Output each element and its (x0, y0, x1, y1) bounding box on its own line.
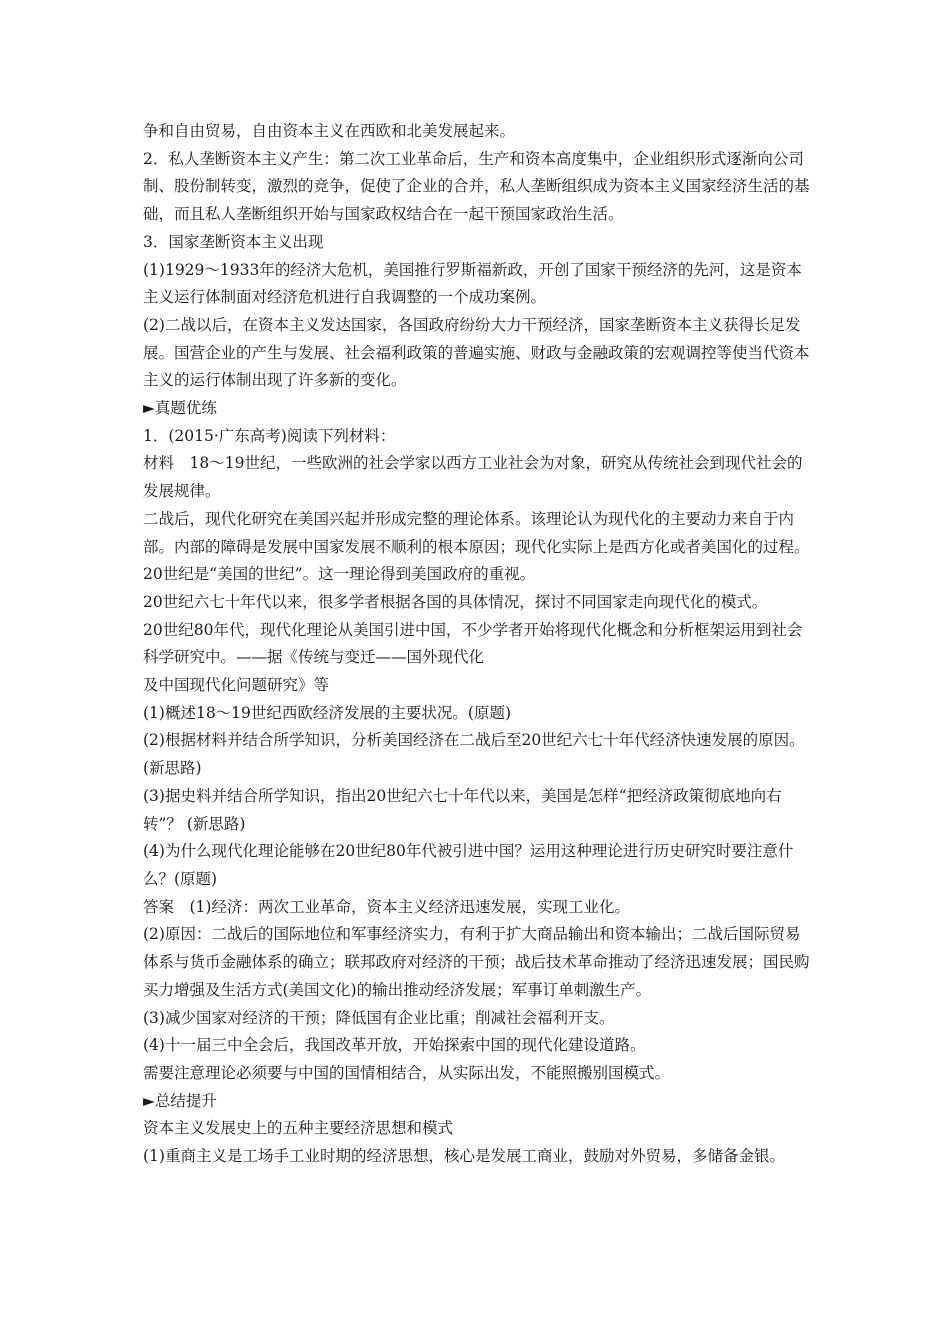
question-item: (4)为什么现代化理论能够在20世纪80年代被引进中国？运用这种理论进行历史研究时要注意什么？(原题) (143, 842, 794, 888)
question-title: 1．(2015·广东高考)阅读下列材料： (143, 426, 396, 445)
text-line: (1)1929～1933年的经济大危机，美国推行罗斯福新政，开创了国家干预经济的先河，这是资本主义运行体制面对经济危机进行自我调整的一个成功案例。 (143, 260, 802, 307)
question-item: (2)根据材料并结合所学知识，分析美国经济在二战后至20世纪六七十年代经济快速发展的原因。(新思路) (143, 731, 805, 778)
answer-line: 需要注意理论必须要与中国的国情相结合，从实际出发，不能照搬别国模式。 (143, 1063, 671, 1082)
text-line: 争和自由贸易，自由资本主义在西欧和北美发展起来。 (143, 122, 516, 140)
question-item: (1)概述18～19世纪西欧经济发展的主要状况。(原题) (143, 703, 511, 722)
text-line: 二战后，现代化研究在美国兴起并形成完整的理论体系。该理论认为现代化的主要动力来自于内部。内部的障碍是发展中国家发展不顺利的根本原因；现代化实际上是西方化或者美国化的过程。20世纪是“美国的世纪”。这一理论得到美国政府的重视。 (143, 509, 810, 584)
answer-line: (2)原因：二战后的国际地位和军事经济实力，有利于扩大商品输出和资本输出；二战后国际贸易体系与货币金融体系的确立；联邦政府对经济的干预；战后技术革命推动了经济迅速发展；国民购买力增强及生活方式(美国文化)的输出推动经济发展；军事订单刺激生产。 (143, 925, 810, 999)
text-line: 2．私人垄断资本主义产生：第二次工业革命后，生产和资本高度集中，企业组织形式逐渐向公司制、股份制转变，激烈的竞争，促使了企业的合并，私人垄断组织成为资本主义国家经济生活的基础，而且私人垄断组织开始与国家政权结合在一起干预国家政治生活。 (143, 149, 810, 224)
text-line: 及中国现代化问题研究》等 (143, 676, 330, 695)
document-body (143, 118, 813, 1171)
answer-line: (3)减少国家对经济的干预；降低国有企业比重；削减社会福利开支。 (143, 1008, 615, 1027)
section-heading: ►总结提升 (143, 1091, 217, 1110)
text-line: (2)二战以后，在资本主义发达国家，各国政府纷纷大力干预经济，国家垄断资本主义获得长足发展。国营企业的产生与发展、社会福利政策的普遍实施、财政与金融政策的宏观调控等使当代资本主义的运行体制出现了许多新的变化。 (143, 315, 810, 390)
answer-line: (4)十一届三中全会后，我国改革开放，开始探索中国的现代化建设道路。 (143, 1036, 646, 1055)
answer-line: 答案 (1)经济：两次工业革命，资本主义经济迅速发展，实现工业化。 (143, 897, 630, 916)
text-line: 20世纪六七十年代以来，很多学者根据各国的具体情况，探讨不同国家走向现代化的模式。 (143, 592, 768, 611)
question-item: (3)据史料并结合所学知识，指出20世纪六七十年代以来，美国是怎样“把经济政策彻底地向右转”？ (新思路) (143, 786, 782, 833)
section-heading: 3．国家垄断资本主义出现 (143, 232, 324, 251)
text-line: 20世纪80年代，现代化理论从美国引进中国，不少学者开始将现代化概念和分析框架运用到社会科学研究中。——据《传统与变迁——国外现代化 (143, 620, 803, 667)
text-line: 资本主义发展史上的五种主要经济思想和模式 (143, 1119, 454, 1138)
text-line: (1)重商主义是工场手工业时期的经济思想，核心是发展工商业，鼓励对外贸易，多储备金银。 (143, 1147, 785, 1166)
section-heading: ►真题优练 (143, 399, 217, 418)
text-line: 材料 18～19世纪，一些欧洲的社会学家以西方工业社会为对象，研究从传统社会到现代社会的发展规律。 (143, 454, 803, 501)
